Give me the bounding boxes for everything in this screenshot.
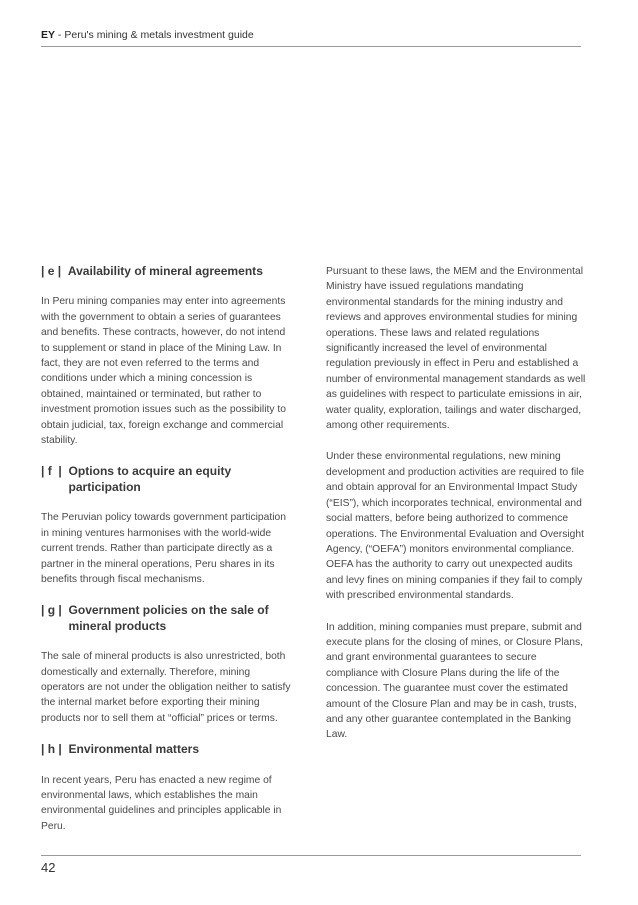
section-tag: | h | — [41, 742, 69, 757]
body-paragraph: The Peruvian policy towards government participation in mining ventures harmonises with the world-wide current trends. Rather than participate directly as a partner in the mineral operations, Peru shares in its benefits through fiscal mechanisms. — [41, 512, 286, 585]
header-title: Peru's mining & metals investment guide — [64, 29, 254, 41]
brand-logo-text: EY — [41, 29, 56, 41]
left-column — [41, 264, 291, 834]
section-e — [41, 264, 291, 448]
section-heading-text: Availability of mineral agreements — [67, 264, 263, 278]
section-heading — [41, 264, 291, 279]
body-paragraph: Under these environmental regulations, new mining development and production activities are required to file and obtain approval for an Environmental Impact Study (“EIS”), which incorporates technical, environmental and social matters, before being authorized to commence operations. The Environmental Evaluation and Oversight Agency, (“OEFA”) monitors environmental compliance. OEFA has the authority to carry out unexpected audits and levy fines on mining companies if they fail to comply with prescribed environmental standards. — [326, 451, 585, 602]
right-column — [326, 264, 586, 743]
section-h — [41, 742, 291, 834]
section-heading-text: Government policies on the sale of mineral products — [68, 603, 269, 633]
section-g — [41, 603, 291, 726]
section-f — [41, 464, 291, 587]
section-heading — [41, 603, 291, 634]
body-paragraph: In recent years, Peru has enacted a new regime of environmental laws, which establishes the main environmental guidelines and principles applicable in Peru. — [41, 774, 282, 832]
footer-divider — [41, 855, 581, 856]
running-header — [41, 29, 254, 41]
section-tag: | e | — [41, 264, 68, 278]
section-tag: | f | — [41, 464, 69, 479]
section-tag: | g | — [41, 603, 69, 618]
section-heading-text: Options to acquire an equity participation — [68, 464, 232, 494]
section-heading-text: Environmental matters — [68, 742, 200, 757]
body-paragraph: In addition, mining companies must prepare, submit and execute plans for the closing of mines, or Closure Plans, and grant environmental guarantees to secure compliance with Closure Plans during the life of the concession. The guarantee must cover the estimated amount of the Closure Plan and may be in cash, trusts, and any other guarantee contemplated in the Banking Law. — [326, 621, 583, 741]
page-number: 42 — [41, 860, 56, 875]
header-divider — [41, 46, 581, 47]
body-paragraph: In Peru mining companies may enter into agreements with the government to obtain a series of guarantees and benefits. These contracts, however, do not intend to supplement or stand in place of the Mining Law. In fact, they are not even referred to the terms and conditions under which a mining concession is obtained, maintained or terminated, but rather to investment promotion issues such as the possibility to obtain judicial, tax, foreign exchange and commercial stability. — [41, 296, 286, 447]
section-heading — [41, 742, 291, 757]
section-heading — [41, 464, 291, 495]
header-separator: - — [55, 29, 65, 41]
body-paragraph: Pursuant to these laws, the MEM and the Environmental Ministry have issued regulations mandating environmental standards for the mining industry and reviews and approves environmental studies for mining operations. These laws and related regulations significantly increased the level of environmental regulation previously in effect in Peru and established a number of environmental management standards as well as guidelines with respect to particulate emissions in air, water quality, exploration, tailings and water discharged, among other requirements. — [326, 266, 586, 432]
body-paragraph: The sale of mineral products is also unrestricted, both domestically and externally. Therefore, mining operators are not under the obligation neither to satisfy the internal market before exporting their mining products nor to sell them at “official” prices or terms. — [41, 651, 291, 724]
